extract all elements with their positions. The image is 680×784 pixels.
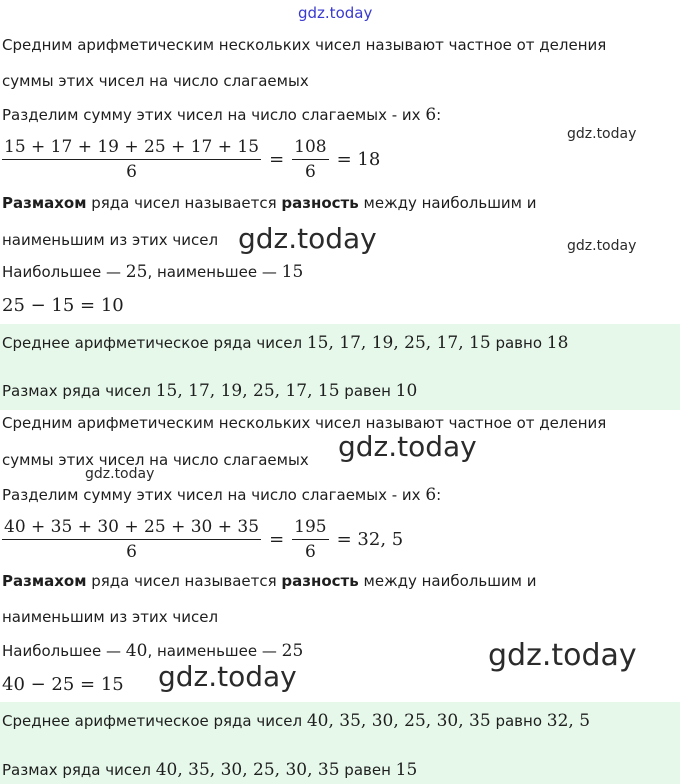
answer-text: равен	[339, 761, 396, 779]
watermark: gdz.today	[238, 222, 377, 255]
term-difference: разность	[281, 572, 359, 590]
answer-text: Среднее арифметическое ряда чисел	[2, 334, 307, 352]
definition-text: Средним арифметическим нескольких чисел называют частное от деления	[2, 36, 607, 54]
result: = 18	[336, 149, 381, 170]
fraction-denominator: 6	[126, 542, 137, 562]
fraction-numerator: 195	[292, 516, 328, 540]
colon: :	[436, 486, 442, 504]
answer-text: Среднее арифметическое ряда чисел	[2, 712, 307, 730]
fraction-denominator: 6	[126, 162, 137, 182]
answer-value: 10	[395, 381, 418, 401]
result: = 32, 5	[336, 529, 404, 550]
min-value: 25	[281, 641, 304, 661]
answer-text: равен	[339, 382, 396, 400]
answer-series: 15, 17, 19, 25, 17, 15	[155, 381, 340, 401]
divide-label: Разделим сумму этих чисел на число слагаемых - их	[2, 486, 426, 504]
range-definition	[2, 193, 537, 213]
answer-text: равно	[490, 712, 547, 730]
answer-value: 18	[546, 333, 569, 353]
divide-text	[2, 485, 441, 505]
max-value: 40	[125, 641, 148, 661]
answer-value: 15	[395, 760, 418, 780]
divide-text	[2, 105, 441, 125]
max-min-text	[2, 641, 303, 661]
fraction-numerator: 15 + 17 + 19 + 25 + 17 + 15	[2, 136, 261, 160]
max-min-text	[2, 262, 303, 282]
answer-range	[2, 760, 417, 780]
watermark: gdz.today	[488, 638, 637, 673]
range-text: между наибольшим и	[358, 194, 537, 212]
equals-sign: =	[269, 149, 285, 170]
answer-series: 15, 17, 19, 25, 17, 15	[306, 333, 491, 353]
term-difference: разность	[281, 194, 359, 212]
answer-mean	[2, 333, 568, 353]
min-label: , наименьшее —	[147, 263, 282, 281]
max-label: Наибольшее —	[2, 642, 126, 660]
answer-series: 40, 35, 30, 25, 30, 35	[155, 760, 340, 780]
answer-range	[2, 381, 417, 401]
fraction-numerator: 40 + 35 + 30 + 25 + 30 + 35	[2, 516, 261, 540]
fraction	[292, 136, 328, 183]
answer-value: 32, 5	[546, 711, 591, 731]
range-text: ряда чисел называется	[86, 194, 282, 212]
term-range: Размахом	[2, 572, 87, 590]
difference: 40 − 25 = 15	[2, 674, 124, 695]
difference: 25 − 15 = 10	[2, 295, 124, 316]
watermark: gdz.today	[158, 660, 297, 693]
range-definition: наименьшим из этих чисел	[2, 231, 219, 249]
fraction	[292, 516, 328, 563]
equation	[2, 516, 411, 563]
watermark: gdz.today	[567, 238, 637, 254]
equation	[2, 136, 388, 183]
definition-text: суммы этих чисел на число слагаемых	[2, 451, 309, 469]
range-text: ряда чисел называется	[86, 572, 282, 590]
divide-count: 6	[425, 485, 437, 505]
answer-series: 40, 35, 30, 25, 30, 35	[306, 711, 491, 731]
range-text: между наибольшим и	[358, 572, 537, 590]
definition-text: Средним арифметическим нескольких чисел называют частное от деления	[2, 414, 607, 432]
definition-text: суммы этих чисел на число слагаемых	[2, 72, 309, 90]
watermark: gdz.today	[338, 430, 477, 463]
answer-text: Размах ряда чисел	[2, 382, 156, 400]
answer-text: Размах ряда чисел	[2, 761, 156, 779]
fraction	[2, 516, 261, 563]
min-value: 15	[281, 262, 304, 282]
answer-mean	[2, 711, 590, 731]
fraction-denominator: 6	[304, 162, 316, 182]
term-range: Размахом	[2, 194, 87, 212]
divide-count: 6	[425, 105, 437, 125]
colon: :	[436, 106, 442, 124]
watermark: gdz.today	[85, 466, 155, 482]
divide-label: Разделим сумму этих чисел на число слагаемых - их	[2, 106, 426, 124]
max-value: 25	[125, 262, 148, 282]
fraction	[2, 136, 261, 183]
max-label: Наибольшее —	[2, 263, 126, 281]
fraction-numerator: 108	[292, 136, 328, 160]
min-label: , наименьшее —	[147, 642, 282, 660]
watermark: gdz.today	[298, 4, 373, 22]
fraction-denominator: 6	[304, 542, 316, 562]
watermark: gdz.today	[567, 126, 637, 142]
equals-sign: =	[269, 529, 285, 550]
range-definition	[2, 571, 537, 591]
range-definition: наименьшим из этих чисел	[2, 608, 219, 626]
answer-text: равно	[490, 334, 547, 352]
